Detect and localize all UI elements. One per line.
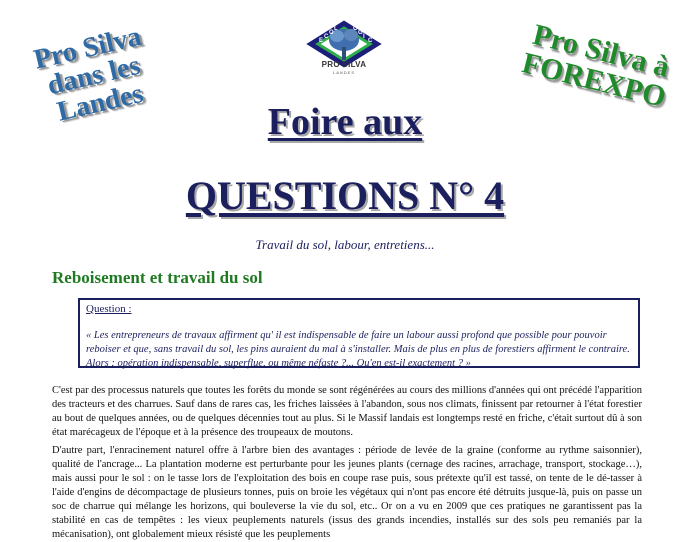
- svg-text:I: I: [363, 34, 365, 40]
- question-text: « Les entrepreneurs de travaux affirment qu' il est indispensable de faire un labour aussi profond que possible pour pouvoir reboiser et que, sans travail du sol, les pins auraient du mal à s'installer. Mais de plus en plus de forestiers affirment le contraire. Alors : opération indispensable, superflue, ou même néfaste ?... Qu'en est-il exactement ? »: [86, 330, 630, 369]
- right-banner-title: Pro Silva à FOREXPO: [518, 18, 673, 114]
- svg-text:L: L: [334, 26, 338, 32]
- logo-subcaption: LANDES: [332, 70, 355, 75]
- page-title-line-2: QUESTIONS N° 4: [185, 173, 505, 218]
- page-title-line-1: Foire aux: [267, 101, 423, 143]
- body-paragraph: C'est par des processus naturels que toutes les forêts du monde se sont régénérées au cours des millions d'années qui ont précédé l'apparition des tracteurs et des charrues. Sauf dans de rares cas, les friches laissées à l'abandon, sous nos climats, finissent par retourner à l'état forestier au bout de quelques années, ou de quelques décennies tout au plus. Si le Massif landais est longtemps resté en friche, c'était surtout dû à son état marécageux de l'époque et à la présence des troupeaux de moutons.: [52, 385, 642, 438]
- body-paragraph: D'autre part, l'enracinement naturel offre à l'arbre bien des avantages : période de levée de la graine (conforme au rythme saisonnier), qualité de l'ancrage... La plantation moderne est perturbante pour les jeunes plants (cernage des racines, arrachage, transport, stockage…), mais aussi pour le sol : on le tasse lors de l'exploitation des bois en coupe rase puis, sous prétexte qu'il est tassé, on tente de le dé-tasser à l'aide d'engins de décompactage de plusieurs tonnes, puis on broie les végétaux qui n'ont pas encore été détruits jusque-là, puis on passe un soc de charrue qui mélange les horizons, qui bouleverse la vie du sol, etc.. Or on a vu en 2009 que ces pratiques ne garantissent pas la stabilité en cas de tempêtes : les vieux peuplements naturels (issus des grands incendies, installés sur des sols peu remaniés par la mécanisation), ont globalement mieux résisté que les peuplements: [52, 445, 642, 540]
- svg-text:E: E: [319, 38, 324, 44]
- svg-text:C: C: [324, 34, 329, 40]
- section-heading: Reboisement et travail du sol: [52, 268, 263, 287]
- left-banner-title: Pro Silva dans les Landes: [30, 20, 147, 128]
- svg-text:C: C: [368, 38, 373, 44]
- logo-caption: PRO SILVA: [321, 60, 367, 69]
- question-box: [78, 298, 640, 368]
- subtitle: Travail du sol, labour, entretiens...: [255, 237, 435, 252]
- svg-text:G: G: [358, 30, 363, 36]
- svg-text:O: O: [329, 30, 334, 36]
- question-label: Question :: [86, 303, 132, 315]
- svg-text:O: O: [353, 26, 358, 32]
